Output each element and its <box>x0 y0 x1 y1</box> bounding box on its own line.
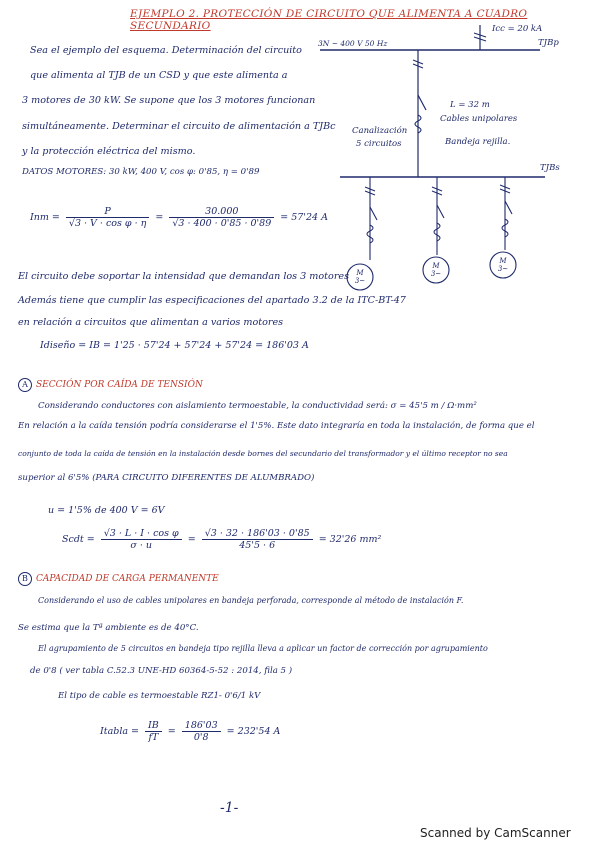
section-cdt-equation: Scdt = $\frac{\text{√3 · L · I · cos φ}}{\sigma \cdot u}$ = $\frac{√3 \cdot 32 \cdot 186'03 \cdot 0'85}{45'5 \cdot 6}$ = 32'26 mm² <box>62 528 382 551</box>
design-current-equation: Idiseño = IB = 1'25 · 57'24 + 57'24 + 57'24 = 186'03 A <box>40 340 309 351</box>
intro-line: 3 motores de 30 kW. Se supone que los 3 motores funcionan <box>22 95 316 106</box>
cable-label-2: Bandeja rejilla. <box>445 137 511 147</box>
section-b-line: Considerando el uso de cables unipolares en bandeja perforada, corresponde al método de instalación F. <box>38 596 464 605</box>
cable-label-1: Cables unipolares <box>440 114 518 124</box>
single-line-diagram <box>300 15 590 295</box>
motor-3-label: M 3~ <box>497 257 509 273</box>
nominal-current-equation: Inm = $\frac{P}{\text{√3 · V · cos φ · η}}$ = $\frac{30.000}{√3 \cdot 400 \cdot 0'85 \cdot 0'89}$ = 57'24 A <box>30 206 328 229</box>
intro-line: simultáneamente. Determinar el circuito de alimentación a TJBc <box>22 121 336 132</box>
tjbp-label: TJBp <box>538 38 559 48</box>
paragraph-line: Además tiene que cumplir las especificaciones del apartado 3.2 de la ITC-BT-47 <box>18 295 406 306</box>
intro-line: que alimenta al TJB de un CSD y que este alimenta a <box>30 70 288 81</box>
breaker-symbol <box>418 95 426 110</box>
page-number: -1- <box>220 800 239 816</box>
section-a-line: Considerando conductores con aislamiento termoestable, la conductividad será: σ = 45'5 m / Ω·mm² <box>38 401 477 411</box>
group-label-2: 5 circuitos <box>356 139 402 149</box>
scanner-watermark: Scanned by CamScanner <box>420 826 571 840</box>
paragraph-line: en relación a circuitos que alimentan a varios motores <box>18 317 284 328</box>
supply-label: 3N ~ 400 V 50 Hz <box>318 39 388 48</box>
group-label-1: Canalización <box>352 126 408 136</box>
section-b-line: El tipo de cable es termoestable RZ1- 0'6/1 kV <box>58 691 261 701</box>
length-label: L = 32 m <box>450 100 490 110</box>
voltage-drop-equation: u = 1'5% de 400 V = 6V <box>48 505 165 516</box>
motor-2-label: M 3~ <box>430 262 442 278</box>
motor-1-label: M 3~ <box>354 269 366 285</box>
section-a-line: conjunto de toda la caída de tensión en la instalación desde bornes del secundario del transformador y el último receptor no sea <box>18 449 508 458</box>
page-title: EJEMPLO 2. PROTECCIÓN DE CIRCUITO QUE ALIMENTA A CUADRO SECUNDARIO <box>130 8 528 32</box>
section-b-line: El agrupamiento de 5 circuitos en bandeja tipo rejilla lleva a aplicar un factor de corrección por agrupamiento <box>38 644 488 653</box>
intro-line: y la protección eléctrica del mismo. <box>22 146 196 157</box>
paragraph-line: El circuito debe soportar la intensidad que demandan los 3 motores <box>18 271 350 282</box>
section-b-heading: B CAPACIDAD DE CARGA PERMANENTE <box>18 572 219 586</box>
section-a-line: superior al 6'5% (PARA CIRCUITO DIFERENTES DE ALUMBRADO) <box>18 473 315 483</box>
intro-line: Sea el ejemplo del esquema. Determinación del circuito <box>30 45 302 56</box>
tjbs-label: TJBs <box>540 163 560 173</box>
section-a-heading: A SECCIÓN POR CAÍDA DE TENSIÓN <box>18 378 203 392</box>
icc-label: Icc = 20 kA <box>492 24 543 34</box>
table-current-equation: Itabla = $\frac{IB}{fT}$ = $\frac{186'03}{0'8}$ = 232'54 A <box>100 720 281 743</box>
section-b-line: de 0'8 ( ver tabla C.52.3 UNE-HD 60364-5-52 : 2014, fila 5 ) <box>30 666 293 676</box>
motor-data: DATOS MOTORES: 30 kW, 400 V, cos φ: 0'85, η = 0'89 <box>22 167 260 177</box>
section-b-line: Se estima que la Tª ambiente es de 40°C. <box>18 623 199 633</box>
section-a-line: En relación a la caída tensión podría considerarse el 1'5%. Este dato integraría en toda la instalación, de forma que el <box>18 421 535 431</box>
